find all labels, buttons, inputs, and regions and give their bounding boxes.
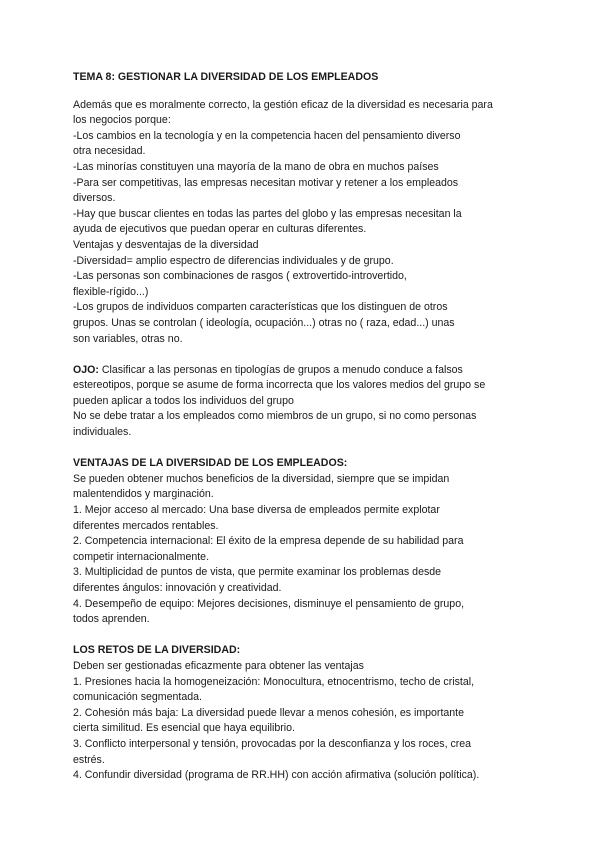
intro-line: flexible-rígido...) [73,285,149,298]
intro-line: grupos. Unas se controlan ( ideología, ocupación...) otras no ( raza, edad...) unas [73,316,455,329]
ojo-section [73,363,543,441]
intro-line: diversos. [73,192,116,205]
ventajas-line: 1. Mejor acceso al mercado: Una base diversa de empleados permite explotar [73,504,440,517]
ventajas-line: 3. Multiplicidad de puntos de vista, que permite examinar los problemas desde [73,566,442,579]
retos-section [73,643,543,783]
ojo-line: pueden aplicar a todos los individuos del grupo [73,394,294,407]
intro-line: ayuda de ejecutivos que puedan operar en culturas diferentes. [73,223,367,236]
ojo-first-line-text: Clasificar a las personas en tipologías de grupos a menudo conduce a falsos [98,363,463,376]
retos-line: 1. Presiones hacia la homogeneización: Monocultura, etnocentrismo, techo de cristal, [73,675,475,688]
intro-line: los negocios porque: [73,114,171,127]
intro-section [73,98,543,348]
intro-line: son variables, otras no. [73,332,183,345]
spacer [73,347,543,363]
intro-line: -Los grupos de individuos comparten características que los distinguen de otros [73,301,448,314]
document-page [73,64,543,784]
ojo-first-line [73,363,543,379]
ventajas-line: competir internacionalmente. [73,550,210,563]
intro-line: otra necesidad. [73,145,146,158]
ojo-line: estereotipos, porque se asume de forma incorrecta que los valores medios del grupo se [73,379,486,392]
page-title: TEMA 8: GESTIONAR LA DIVERSIDAD DE LOS EMPLEADOS [73,71,379,83]
ventajas-line: 4. Desempeño de equipo: Mejores decisiones, disminuye el pensamiento de grupo, [73,597,465,610]
ventajas-heading: VENTAJAS DE LA DIVERSIDAD DE LOS EMPLEADOS: [73,457,348,470]
ojo-line: No se debe tratar a los empleados como miembros de un grupo, si no como personas [73,410,477,423]
intro-line: -Hay que buscar clientes en todas las partes del globo y las empresas necesitan la [73,207,462,220]
intro-line: -Las minorías constituyen una mayoría de la mano de obra en muchos países [73,160,439,173]
ventajas-line: Se pueden obtener muchos beneficios de la diversidad, siempre que se impidan [73,472,450,485]
intro-line: Ventajas y desventajas de la diversidad [73,238,259,251]
ventajas-line: malentendidos y marginación. [73,488,214,501]
intro-line: -Diversidad= amplio espectro de diferencias individuales y de grupo. [73,254,394,267]
retos-line: 4. Confundir diversidad (programa de RR.HH) con acción afirmativa (solución política). [73,769,480,782]
ventajas-section [73,456,543,628]
ventajas-line: 2. Competencia internacional: El éxito de la empresa depende de su habilidad para [73,535,464,548]
intro-line: -Los cambios en la tecnología y en la competencia hacen del pensamiento diverso [73,129,461,142]
spacer [73,628,543,644]
intro-line: Además que es moralmente correcto, la gestión eficaz de la diversidad es necesaria para [73,98,493,111]
ventajas-line: diferentes ángulos: innovación y creatividad. [73,582,282,594]
retos-heading: LOS RETOS DE LA DIVERSIDAD: [73,644,241,657]
ventajas-line: todos aprenden. [73,613,150,626]
retos-line: comunicación segmentada. [73,691,202,704]
retos-line: 3. Conflicto interpersonal y tensión, provocadas por la desconfianza y los roces, crea [73,737,472,750]
retos-line: cierta similitud. Es esencial que haya equilibrio. [73,722,295,735]
spacer [73,441,543,457]
ojo-label: OJO: [73,363,99,376]
retos-line: estrés. [73,753,105,766]
ventajas-line: diferentes mercados rentables. [73,519,219,532]
intro-line: -Las personas son combinaciones de rasgos ( extrovertido-introvertido, [73,270,407,283]
retos-line: Deben ser gestionadas eficazmente para obtener las ventajas [73,659,364,672]
intro-line: -Para ser competitivas, las empresas necesitan motivar y retener a los empleados [73,176,459,189]
retos-line: 2. Cohesión más baja: La diversidad puede llevar a menos cohesión, es importante [73,706,465,719]
ojo-line: individuales. [73,426,132,439]
